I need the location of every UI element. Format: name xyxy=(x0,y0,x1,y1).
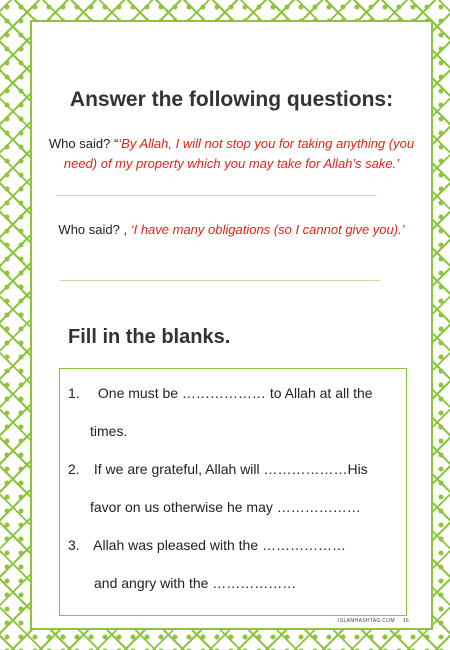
question-2-quote: ‘I have many obligations (so I cannot give you).’ xyxy=(130,222,405,237)
item-1-line1 xyxy=(68,385,373,401)
item-1-text: One must be ……………… to Allah at all the xyxy=(97,385,373,401)
item-3-line2: and angry with the ……………… xyxy=(94,575,297,591)
item-2-line2: favor on us otherwise he may ……………… xyxy=(90,499,361,515)
question-1-label: Who said? “ xyxy=(48,136,119,151)
item-2-number: 2. xyxy=(68,461,80,477)
item-3-text: Allah was pleased with the ……………… xyxy=(93,537,346,553)
item-2-line1 xyxy=(68,461,368,477)
answer-line-2[interactable] xyxy=(60,280,380,281)
section-heading-answer: Answer the following questions: xyxy=(69,88,394,111)
worksheet-page xyxy=(30,20,433,630)
question-2-label: Who said? , xyxy=(58,222,128,237)
question-1 xyxy=(38,134,425,174)
answer-line-1[interactable] xyxy=(56,195,376,196)
question-1-quote-line1: ‘By Allah, I will not stop you for taking anything (you xyxy=(118,136,415,151)
item-2-text: If we are grateful, Allah will ………………His xyxy=(93,461,368,477)
footer-site: ISLAMHASHTAG.COM xyxy=(338,618,395,624)
item-3-number: 3. xyxy=(68,537,80,553)
page-footer xyxy=(338,618,409,624)
fill-blanks-box xyxy=(59,368,407,616)
section-heading-fill-blanks: Fill in the blanks. xyxy=(68,326,231,348)
item-1-line2: times. xyxy=(90,423,128,439)
item-1-number: 1. xyxy=(68,385,80,401)
question-2 xyxy=(38,220,425,240)
question-1-quote-line2: need) of my property which you may take for Allah’s sake.’ xyxy=(63,156,400,171)
page-number: 16 xyxy=(402,618,409,624)
item-3-line1 xyxy=(68,537,346,553)
